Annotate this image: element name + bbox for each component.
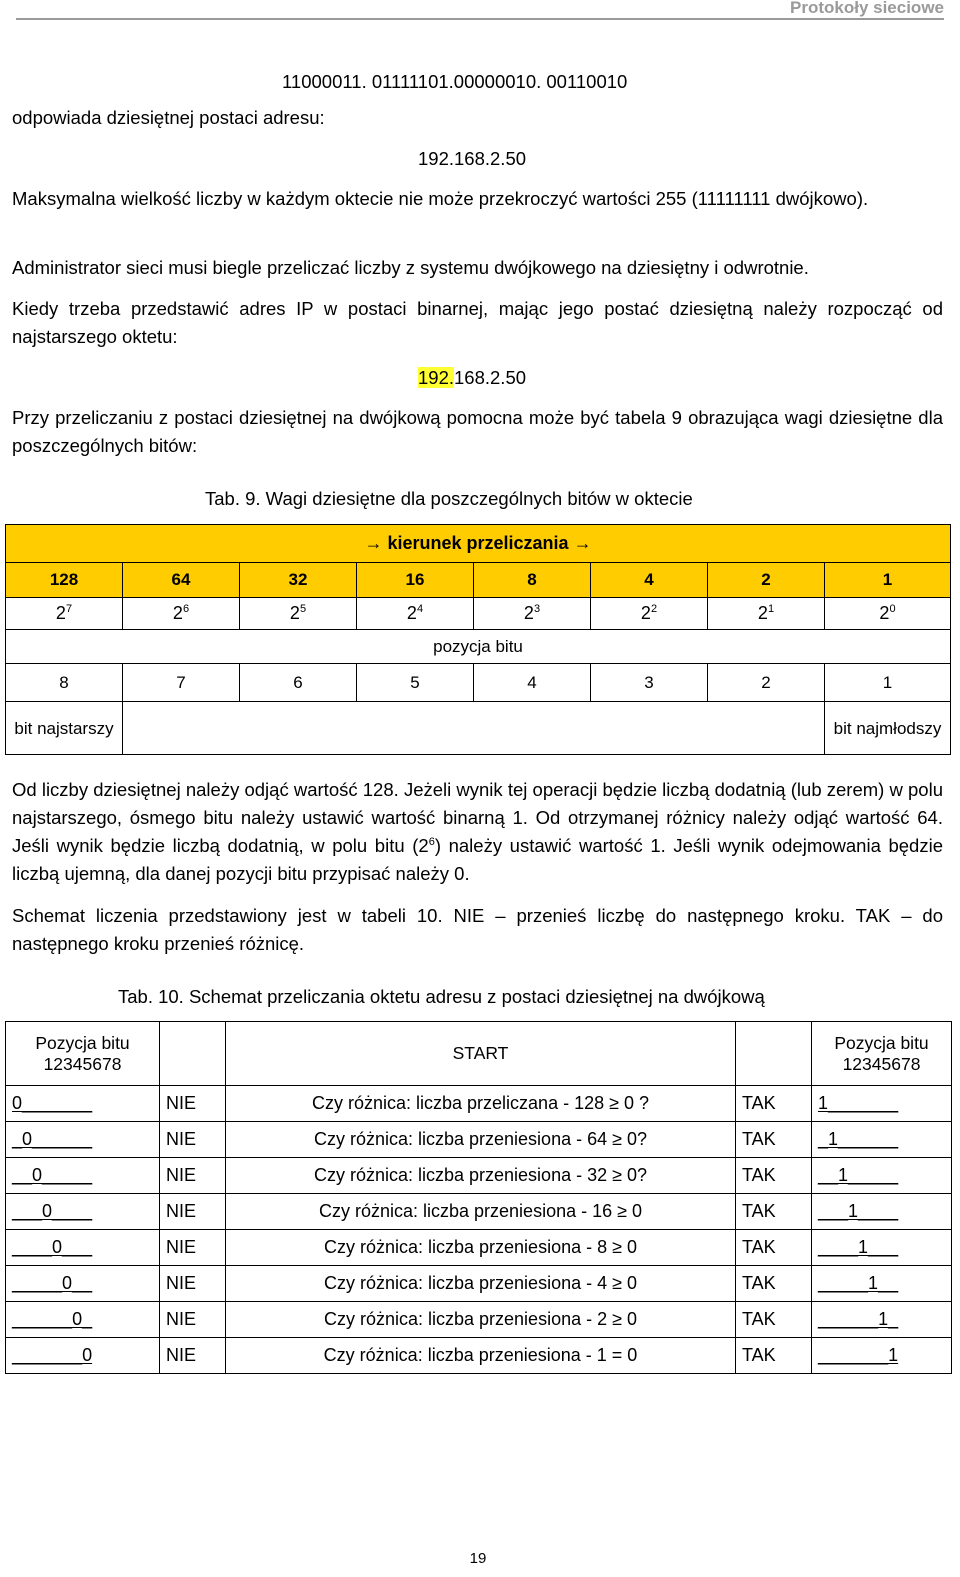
question-cell: Czy różnica: liczba przeniesiona - 32 ≥ 0? bbox=[226, 1158, 736, 1194]
nie-cell: NIE bbox=[160, 1086, 226, 1122]
question-cell: Czy różnica: liczba przeniesiona - 4 ≥ 0 bbox=[226, 1266, 736, 1302]
power-exponent: 2 bbox=[650, 603, 658, 615]
power-exponent: 4 bbox=[416, 603, 424, 615]
tak-cell: TAK bbox=[736, 1158, 812, 1194]
question-cell: Czy różnica: liczba przeniesiona - 1 = 0 bbox=[226, 1338, 736, 1374]
bit-zero-cell: ____0___ bbox=[6, 1230, 160, 1266]
power-exponent: 3 bbox=[533, 603, 541, 615]
position-label: pozycja bitu bbox=[6, 630, 951, 664]
position-cell: 6 bbox=[240, 664, 357, 702]
tak-cell: TAK bbox=[736, 1086, 812, 1122]
table10-caption: Tab. 10. Schemat przeliczania oktetu adresu z postaci dziesiętnej na dwójkową bbox=[118, 986, 765, 1007]
header-title: Protokoły sieciowe bbox=[790, 0, 944, 17]
nie-cell: NIE bbox=[160, 1302, 226, 1338]
arrow-right-icon: → bbox=[364, 533, 383, 553]
power-base: 2 bbox=[640, 603, 651, 623]
nie-cell: NIE bbox=[160, 1230, 226, 1266]
question-cell: Czy różnica: liczba przeniesiona - 64 ≥ 0? bbox=[226, 1122, 736, 1158]
power-base: 2 bbox=[523, 603, 534, 623]
table-row bbox=[6, 1158, 952, 1194]
arrow-right-icon: → bbox=[573, 533, 592, 553]
power-cell bbox=[123, 598, 240, 630]
position-cell: 4 bbox=[474, 664, 591, 702]
power-cell bbox=[708, 598, 825, 630]
ip-rest: 168.2.50 bbox=[454, 367, 527, 388]
paragraph-max-value: Maksymalna wielkość liczby w każdym oktecie nie może przekroczyć wartości 255 (11111111 dwójkowo). bbox=[12, 188, 869, 209]
power-base: 2 bbox=[289, 603, 300, 623]
bit-one-cell: 1_______ bbox=[812, 1086, 952, 1122]
intro-label: odpowiada dziesiętnej postaci adresu: bbox=[12, 107, 325, 128]
nie-cell: NIE bbox=[160, 1158, 226, 1194]
table-row bbox=[6, 1266, 952, 1302]
weight-cell: 4 bbox=[591, 563, 708, 598]
bit-one-cell: _______1 bbox=[812, 1338, 952, 1374]
bit-one-cell: ___1____ bbox=[812, 1194, 952, 1230]
tak-cell: TAK bbox=[736, 1194, 812, 1230]
weight-cell: 64 bbox=[123, 563, 240, 598]
power-cell bbox=[474, 598, 591, 630]
nie-cell: NIE bbox=[160, 1194, 226, 1230]
power-cell bbox=[825, 598, 951, 630]
decimal-address: 192.168.2.50 bbox=[418, 148, 527, 169]
paragraph-administrator: Administrator sieci musi biegle przeliczać liczby z systemu dwójkowego na dziesiętny i odwrotnie. bbox=[12, 257, 809, 278]
empty-cell bbox=[736, 1022, 812, 1086]
algorithm-text-a: Od liczby dziesiętnej należy odjąć wartość 128. Jeżeli wynik tej operacji będzie liczbą dodatnią (lub zerem) w polu najstarszego, ósmego bitu należy ustawić wartość binarną 1. Od otrzymanej różnicy należy odjąć wartość 64. Jeśli wynik będzie liczbą dodatnią, w polu bitu (2 bbox=[12, 779, 943, 856]
power-cell bbox=[591, 598, 708, 630]
power-base: 2 bbox=[879, 603, 890, 623]
power-exponent: 1 bbox=[767, 603, 775, 615]
direction-header bbox=[6, 525, 951, 563]
power-base: 2 bbox=[55, 603, 66, 623]
bit-one-cell: _____1__ bbox=[812, 1266, 952, 1302]
question-cell: Czy różnica: liczba przeniesiona - 8 ≥ 0 bbox=[226, 1230, 736, 1266]
empty-cell bbox=[160, 1022, 226, 1086]
table-row bbox=[6, 1194, 952, 1230]
paragraph-algorithm bbox=[12, 776, 943, 888]
bit-one-cell: _1______ bbox=[812, 1122, 952, 1158]
power-exponent: 0 bbox=[889, 603, 896, 615]
weight-cell: 32 bbox=[240, 563, 357, 598]
bit-zero-cell: 0_______ bbox=[6, 1086, 160, 1122]
position-cell: 7 bbox=[123, 664, 240, 702]
direction-label: kierunek przeliczania bbox=[387, 533, 569, 553]
paragraph-scheme: Schemat liczenia przedstawiony jest w tabeli 10. NIE – przenieś liczbę do następnego kroku. TAK – do następnego kroku przenieś różnicę. bbox=[12, 905, 943, 954]
bit-zero-cell: _______0 bbox=[6, 1338, 160, 1374]
position-cell: 3 bbox=[591, 664, 708, 702]
position-cell: 1 bbox=[825, 664, 951, 702]
nie-cell: NIE bbox=[160, 1338, 226, 1374]
weight-cell: 8 bbox=[474, 563, 591, 598]
table-row bbox=[6, 1338, 952, 1374]
bit-zero-cell: __0_____ bbox=[6, 1158, 160, 1194]
power-base: 2 bbox=[172, 603, 183, 623]
page-number: 19 bbox=[469, 1550, 487, 1567]
bit-one-cell: __1_____ bbox=[812, 1158, 952, 1194]
empty-cell bbox=[123, 702, 825, 755]
position-cell: 2 bbox=[708, 664, 825, 702]
table-row bbox=[6, 1122, 952, 1158]
tak-cell: TAK bbox=[736, 1266, 812, 1302]
binary-address: 11000011. 01111101.00000010. 00110010 bbox=[282, 71, 628, 92]
position-cell: 5 bbox=[357, 664, 474, 702]
table-row bbox=[6, 1086, 952, 1122]
table-conversion-scheme bbox=[5, 1021, 952, 1374]
power-exponent: 5 bbox=[299, 603, 307, 615]
running-header bbox=[16, 0, 944, 20]
power-cell bbox=[6, 598, 123, 630]
power-cell bbox=[240, 598, 357, 630]
paragraph-table9-intro: Przy przeliczaniu z postaci dziesiętnej na dwójkową pomocna może być tabela 9 obrazująca wagi dziesiętne dla poszczególnych bitów: bbox=[12, 407, 943, 456]
paragraph-binary-conversion: Kiedy trzeba przedstawić adres IP w postaci binarnej, mając jego postać dziesiętną należy rozpocząć od najstarszego oktetu: bbox=[12, 298, 943, 347]
start-header: START bbox=[226, 1022, 736, 1086]
weight-cell: 1 bbox=[825, 563, 951, 598]
question-cell: Czy różnica: liczba przeliczana - 128 ≥ 0 ? bbox=[226, 1086, 736, 1122]
position-cell: 8 bbox=[6, 664, 123, 702]
table-row bbox=[6, 1230, 952, 1266]
weight-cell: 128 bbox=[6, 563, 123, 598]
highlighted-octet: 192. bbox=[418, 367, 455, 388]
algorithm-text-b: ) należy ustawić wartość 1. Jeśli wynik odejmowania będzie liczbą ujemną, dla danej pozycji bitu przypisać należy 0. bbox=[12, 835, 943, 884]
tak-cell: TAK bbox=[736, 1230, 812, 1266]
bit-one-cell: ______1_ bbox=[812, 1302, 952, 1338]
right-position-header: Pozycja bitu 12345678 bbox=[812, 1022, 952, 1086]
power-cell bbox=[357, 598, 474, 630]
power-base: 2 bbox=[757, 603, 768, 623]
tak-cell: TAK bbox=[736, 1338, 812, 1374]
power-exponent: 7 bbox=[65, 603, 73, 615]
table-row bbox=[6, 1302, 952, 1338]
weight-cell: 16 bbox=[357, 563, 474, 598]
left-position-header: Pozycja bitu 12345678 bbox=[6, 1022, 160, 1086]
bit-zero-cell: _0______ bbox=[6, 1122, 160, 1158]
power-base: 2 bbox=[406, 603, 417, 623]
tak-cell: TAK bbox=[736, 1302, 812, 1338]
question-cell: Czy różnica: liczba przeniesiona - 16 ≥ 0 bbox=[226, 1194, 736, 1230]
algorithm-superscript: 6 bbox=[428, 836, 435, 848]
bit-zero-cell: _____0__ bbox=[6, 1266, 160, 1302]
bit-zero-cell: ___0____ bbox=[6, 1194, 160, 1230]
power-exponent: 6 bbox=[182, 603, 190, 615]
nie-cell: NIE bbox=[160, 1266, 226, 1302]
msb-label: bit najstarszy bbox=[6, 702, 123, 755]
tak-cell: TAK bbox=[736, 1122, 812, 1158]
lsb-label: bit najmłodszy bbox=[825, 702, 951, 755]
question-cell: Czy różnica: liczba przeniesiona - 2 ≥ 0 bbox=[226, 1302, 736, 1338]
bit-one-cell: ____1___ bbox=[812, 1230, 952, 1266]
bit-zero-cell: ______0_ bbox=[6, 1302, 160, 1338]
table-bit-weights bbox=[5, 524, 951, 755]
weight-cell: 2 bbox=[708, 563, 825, 598]
table9-caption: Tab. 9. Wagi dziesiętne dla poszczególnych bitów w oktecie bbox=[205, 488, 693, 509]
nie-cell: NIE bbox=[160, 1122, 226, 1158]
ip-example bbox=[418, 364, 526, 392]
